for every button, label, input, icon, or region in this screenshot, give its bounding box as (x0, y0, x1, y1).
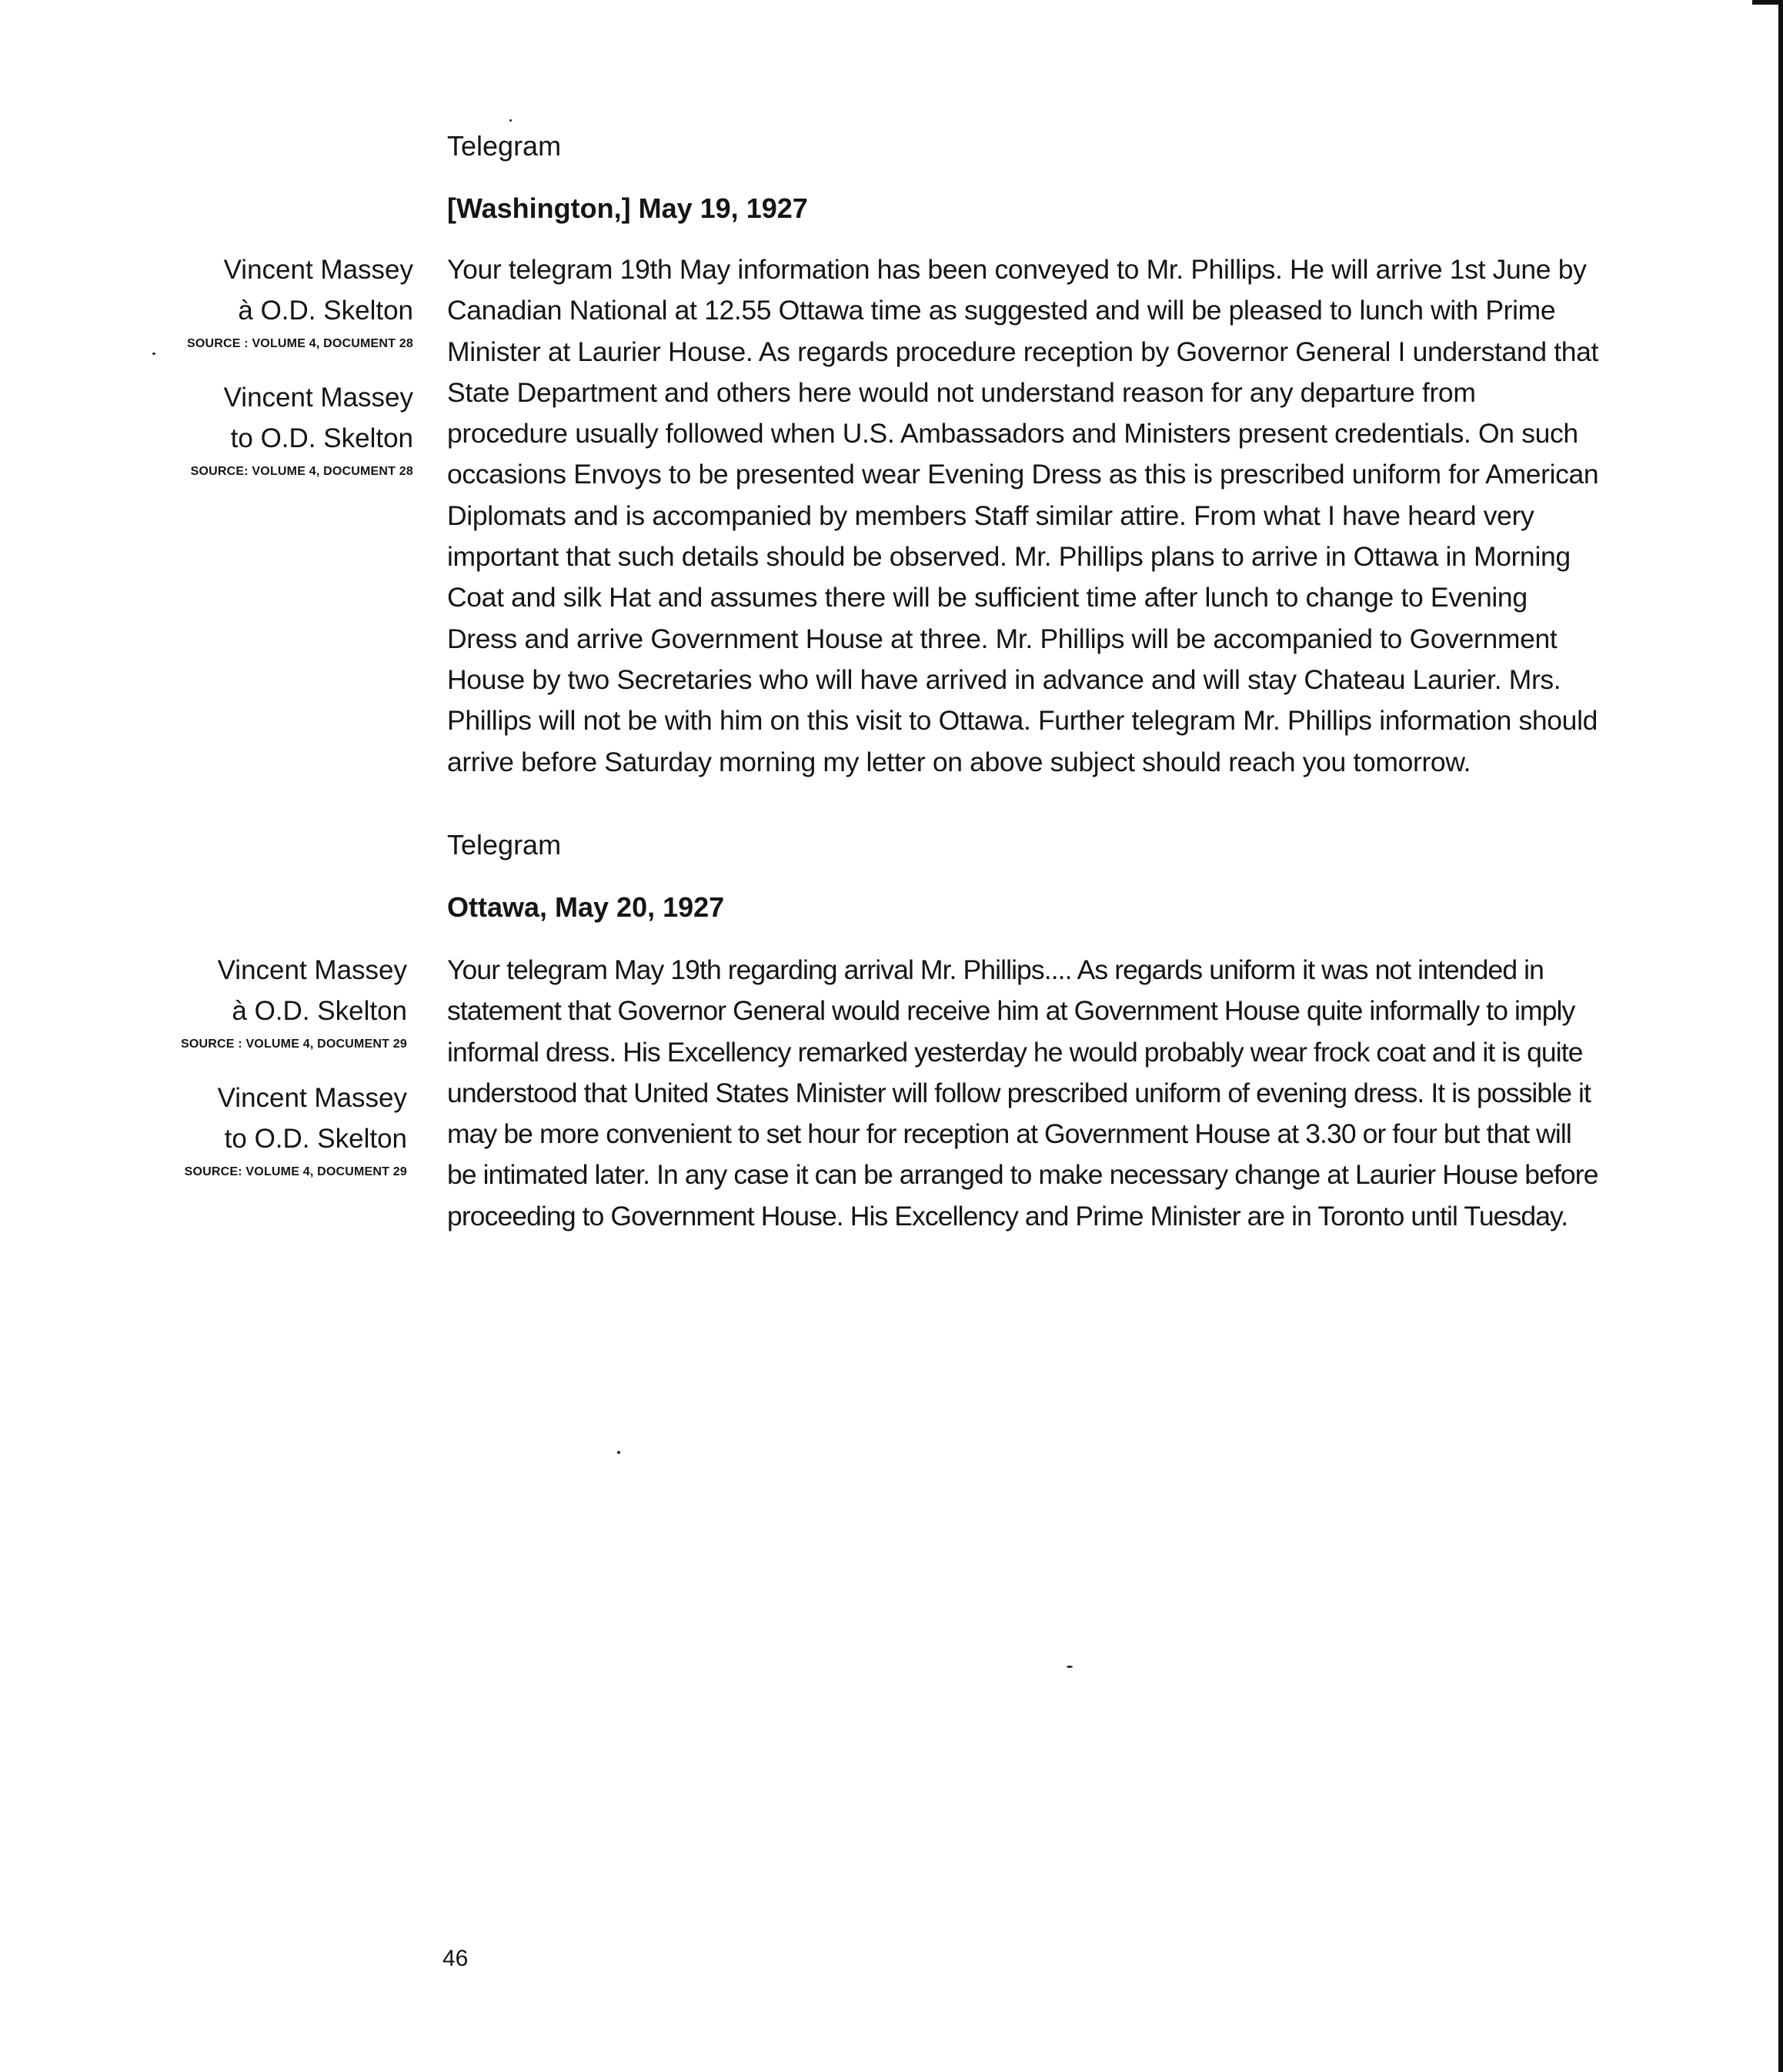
entry-2-margin-fr-sender: Vincent Massey (217, 955, 407, 985)
entry-2-type: Telegram (447, 829, 562, 861)
entry-2-margin-notes (84, 950, 407, 1181)
entry-2-margin-en-recipient: to O.D. Skelton (224, 1124, 407, 1154)
entry-2-margin-en-sender: Vincent Massey (217, 1083, 407, 1113)
entry-1-date: [Washington,] May 19, 1927 (447, 192, 808, 224)
entry-2-margin-fr-recipient: à O.D. Skelton (232, 996, 407, 1026)
scan-speck (617, 1451, 620, 1454)
entry-1-type: Telegram (447, 130, 562, 162)
entry-2-margin-fr-source: SOURCE : VOLUME 4, DOCUMENT 29 (180, 1038, 407, 1051)
entry-1-margin-en-sender: Vincent Massey (223, 383, 413, 413)
entry-1-margin-en-source: SOURCE: VOLUME 4, DOCUMENT 28 (190, 465, 413, 478)
entry-1-margin-notes (90, 249, 413, 480)
page-edge-border (1778, 0, 1783, 2072)
entry-2-body: Your telegram May 19th regarding arrival Mr. Phillips.... As regards uniform it was not intended in statement that Governor General would receive him at Government House quite informally to imply informal dress. His Excellency remarked yesterday he would probably wear frock coat and it is quite understood that United States Minister will follow prescribed uniform of evening dress. It is possible it may be more convenient to set hour for reception at Government House at 3.30 or four but that will be intimated later. In any case it can be arranged to make necessary change at Laurier House before proceeding to Government House. His Excellency and Prime Minister are in Toronto until Tuesday. (447, 954, 1598, 1232)
scan-speck (152, 353, 155, 355)
entry-1-margin-fr-recipient: à O.D. Skelton (238, 296, 413, 326)
entry-1-margin-fr-source: SOURCE : VOLUME 4, DOCUMENT 28 (186, 337, 413, 350)
scan-speck (1067, 1666, 1073, 1668)
entry-1-margin-en-recipient: to O.D. Skelton (230, 423, 413, 453)
entry-1-margin-fr-sender: Vincent Massey (223, 255, 413, 285)
entry-1-body: Your telegram 19th May information has been conveyed to Mr. Phillips. He will arrive 1st June by Canadian National at 12.55 Ottawa time as suggested and will be pleased to lunch with Prime Minister at Laurier House. As regards procedure reception by Governor General I understand that State Department and others here would not understand reason for any departure from procedure usually followed when U.S. Ambassadors and Ministers present credentials. On such occasions Envoys to be presented wear Evening Dress as this is prescribed uniform for American Diplomats and is accompanied by members Staff similar attire. From what I have heard very important that such details should be observed. Mr. Phillips plans to arrive in Ottawa in Morning Coat and silk Hat and assumes there will be sufficient time after lunch to change to Evening Dress and arrive Government House at three. Mr. Phillips will be accompanied to Government House by two Secretaries who will have arrived in advance and will stay Chateau Laurier. Mrs. Phillips will not be with him on this visit to Ottawa. Further telegram Mr. Phillips information should arrive before Saturday morning my letter on above subject should reach you tomorrow. (447, 254, 1599, 777)
page-edge-corner (1752, 0, 1783, 5)
scan-speck (509, 119, 512, 122)
entry-2-margin-en-source: SOURCE: VOLUME 4, DOCUMENT 29 (184, 1165, 407, 1178)
page-number: 46 (442, 1946, 469, 1971)
entry-2-date: Ottawa, May 20, 1927 (447, 891, 725, 923)
